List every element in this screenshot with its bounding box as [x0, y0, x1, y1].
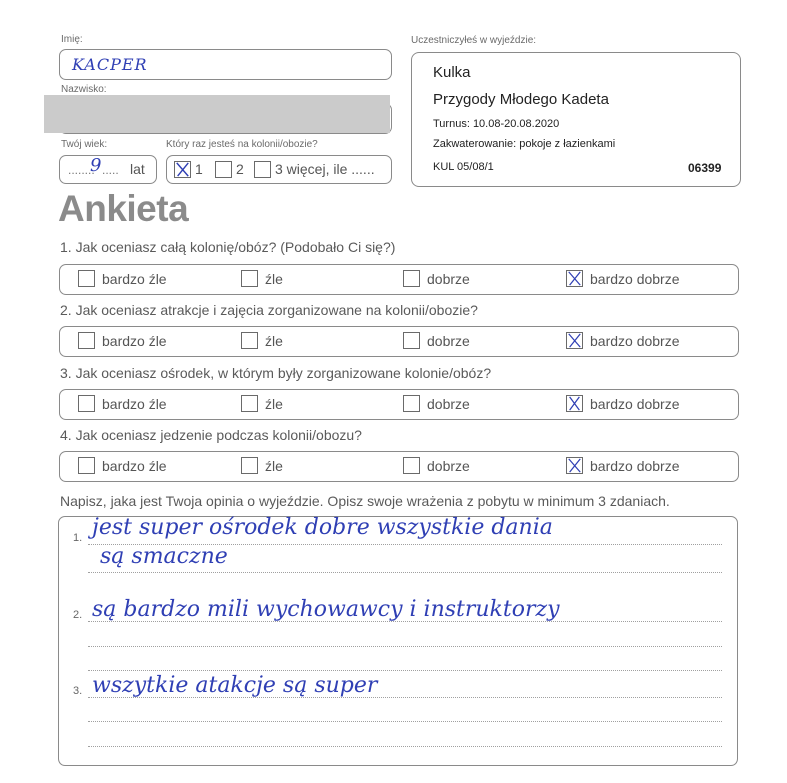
- times-checkbox-3[interactable]: [254, 161, 271, 178]
- answer-label: dobrze: [427, 396, 470, 412]
- trip-label: Uczestniczyłeś w wyjeździe:: [411, 35, 537, 46]
- answer-row-3: [59, 389, 739, 420]
- trip-accommodation: Zakwaterowanie: pokoje z łazienkami: [433, 138, 616, 150]
- answer-label: bardzo dobrze: [590, 271, 680, 287]
- age-unit: lat: [130, 161, 145, 177]
- opinion-prompt: Napisz, jaka jest Twoja opinia o wyjeździe. Opisz swoje wrażenia z pobytu w minimum 3 zdaniach.: [60, 493, 670, 509]
- answer-checkbox-checked[interactable]: [566, 332, 583, 349]
- age-value: 9: [90, 155, 102, 176]
- opinion-number-1: 1.: [73, 532, 83, 544]
- answer-checkbox[interactable]: [78, 457, 95, 474]
- check-mark-icon: [567, 271, 582, 286]
- age-dots: ........: [68, 163, 95, 177]
- first-name-label: Imię:: [61, 34, 83, 45]
- answer-checkbox-checked[interactable]: [566, 270, 583, 287]
- answer-row-1: [59, 264, 739, 295]
- answer-checkbox[interactable]: [241, 395, 258, 412]
- answer-row-4: [59, 451, 739, 482]
- trip-turnus: Turnus: 10.08-20.08.2020: [433, 118, 560, 130]
- check-mark-icon: [175, 162, 190, 177]
- times-field: [166, 155, 392, 184]
- answer-checkbox[interactable]: [78, 395, 95, 412]
- answer-checkbox[interactable]: [403, 395, 420, 412]
- trip-info-box: [411, 52, 741, 187]
- ruled-line: [88, 572, 722, 573]
- age-dots-after: .....: [102, 163, 119, 177]
- answer-checkbox-checked[interactable]: [566, 457, 583, 474]
- first-name-field[interactable]: [59, 49, 392, 80]
- answer-label: bardzo dobrze: [590, 458, 680, 474]
- answer-label: bardzo źle: [102, 333, 167, 349]
- answer-label: źle: [265, 271, 283, 287]
- check-mark-icon: [567, 333, 582, 348]
- opinion-number-3: 3.: [73, 685, 83, 697]
- opinion-text-3: wszytkie atakcje są super: [92, 673, 378, 698]
- answer-checkbox[interactable]: [241, 332, 258, 349]
- answer-checkbox[interactable]: [78, 332, 95, 349]
- answer-label: bardzo źle: [102, 271, 167, 287]
- ruled-line: [88, 721, 722, 722]
- check-mark-icon: [567, 396, 582, 411]
- trip-code: KUL 05/08/1: [433, 161, 494, 173]
- opinion-text-2: są bardzo mili wychowawcy i instruktorzy: [92, 597, 560, 622]
- answer-label: bardzo źle: [102, 396, 167, 412]
- answer-label: bardzo dobrze: [590, 396, 680, 412]
- answer-checkbox[interactable]: [403, 332, 420, 349]
- first-name-value: KACPER: [72, 55, 148, 74]
- answer-label: dobrze: [427, 458, 470, 474]
- answer-label: bardzo dobrze: [590, 333, 680, 349]
- trip-number: 06399: [688, 161, 722, 175]
- answer-checkbox[interactable]: [78, 270, 95, 287]
- answer-checkbox-checked[interactable]: [566, 395, 583, 412]
- ruled-line: [88, 670, 722, 671]
- answer-checkbox[interactable]: [241, 270, 258, 287]
- question-1: 1. Jak oceniasz całą kolonię/obóz? (Podobało Ci się?): [60, 239, 396, 255]
- ruled-line: [88, 646, 722, 647]
- opinion-text-1a: jest super ośrodek dobre wszystkie dania: [92, 515, 553, 540]
- times-label: Który raz jesteś na kolonii/obozie?: [166, 139, 318, 150]
- answer-label: źle: [265, 396, 283, 412]
- answer-label: bardzo źle: [102, 458, 167, 474]
- question-4: 4. Jak oceniasz jedzenie podczas kolonii/obozu?: [60, 427, 362, 443]
- opinion-text-1b: są smaczne: [100, 544, 228, 569]
- trip-name: Kulka: [433, 64, 471, 81]
- times-checkbox-1[interactable]: [174, 161, 191, 178]
- answer-label: źle: [265, 458, 283, 474]
- trip-program: Przygody Młodego Kadeta: [433, 91, 609, 108]
- age-field[interactable]: [59, 155, 157, 184]
- survey-title: Ankieta: [58, 188, 189, 229]
- question-3: 3. Jak oceniasz ośrodek, w którym były zorganizowane kolonie/obóz?: [60, 365, 492, 381]
- answer-label: dobrze: [427, 333, 470, 349]
- answer-checkbox[interactable]: [403, 270, 420, 287]
- question-2: 2. Jak oceniasz atrakcje i zajęcia zorganizowane na kolonii/obozie?: [60, 302, 478, 318]
- answer-row-2: [59, 326, 739, 357]
- check-mark-icon: [567, 458, 582, 473]
- answer-label: źle: [265, 333, 283, 349]
- times-option-2: 2: [236, 161, 244, 177]
- age-label: Twój wiek:: [61, 139, 108, 150]
- redaction-block: [44, 95, 390, 133]
- answer-checkbox[interactable]: [403, 457, 420, 474]
- times-checkbox-2[interactable]: [215, 161, 232, 178]
- answer-checkbox[interactable]: [241, 457, 258, 474]
- answer-label: dobrze: [427, 271, 470, 287]
- opinion-number-2: 2.: [73, 609, 83, 621]
- ruled-line: [88, 746, 722, 747]
- surname-label: Nazwisko:: [61, 84, 107, 95]
- times-option-3: 3 więcej, ile ......: [275, 161, 375, 177]
- times-option-1: 1: [195, 161, 203, 177]
